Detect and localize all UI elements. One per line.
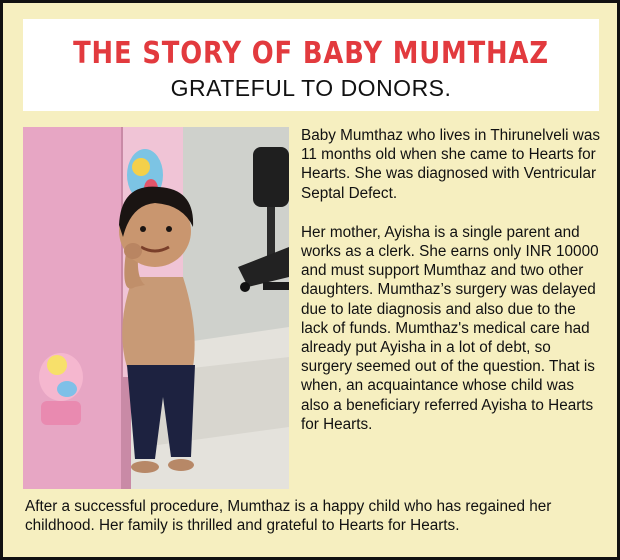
child-photo-illustration [23, 127, 289, 489]
story-text [301, 126, 601, 454]
child-photo [23, 127, 289, 489]
story-paragraph-2: Her mother, Ayisha is a single parent and works as a clerk. She earns only INR 10000 and must support Mumthaz and two other daughters. Mumthaz’s surgery was delayed due to late diagnosis and also due to the lack of funds. Mumthaz's medical care had already put Ayisha in a lot of debt, so surgery seemed out of the question. That is when, an acquaintance whose child was also a beneficiary referred Ayisha to Hearts for Hearts. [301, 223, 599, 433]
page-title: THE STORY OF BABY MUMTHAZ [73, 36, 549, 71]
header-banner [23, 19, 599, 111]
closing-paragraph: After a successful procedure, Mumthaz is a happy child who has regained her childhood. Her family is thrilled and grateful to Hearts for Hearts. [25, 498, 552, 535]
story-paragraph-1: Baby Mumthaz who lives in Thirunelveli was 11 months old when she came to Hearts for Hearts. She was diagnosed with Ventricular Septal Defect. [301, 127, 600, 202]
page-subtitle: GRATEFUL TO DONORS. [170, 75, 452, 101]
